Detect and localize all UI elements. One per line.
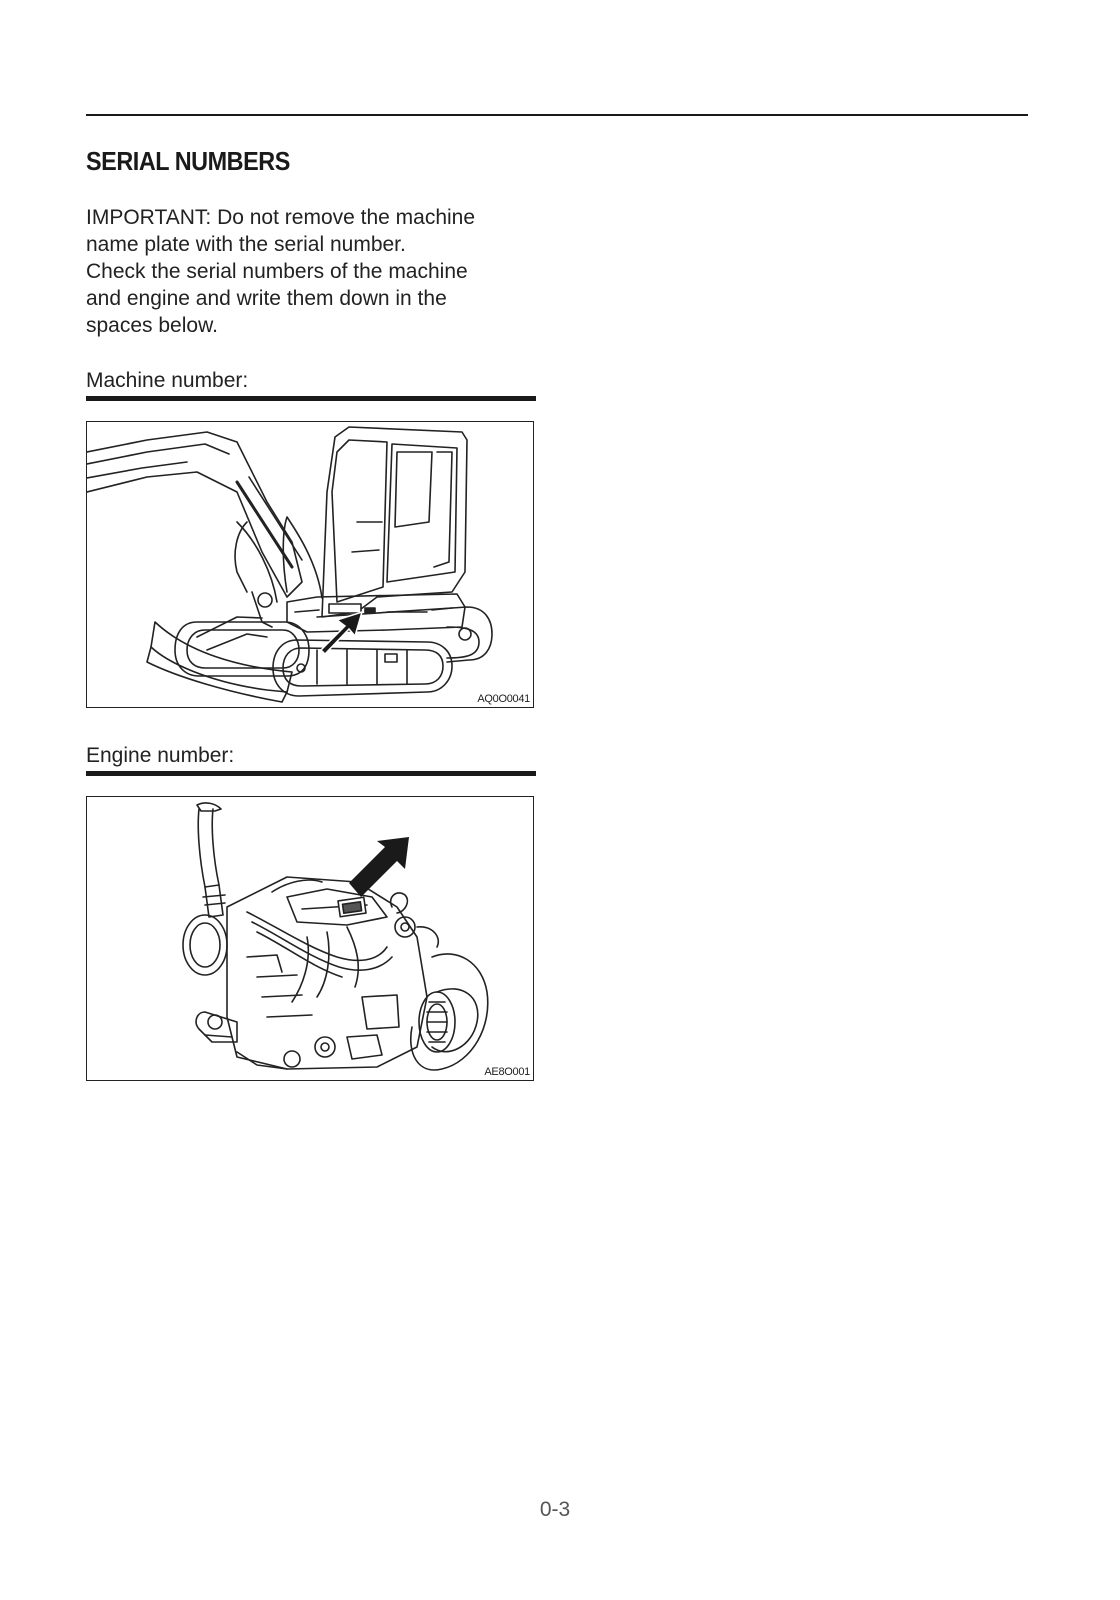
- note-line: Check the serial numbers of the machine: [86, 260, 468, 283]
- note-line: IMPORTANT: Do not remove the machine: [86, 206, 476, 229]
- note-line: name plate with the serial number.: [86, 233, 406, 256]
- engine-drawing: [87, 797, 533, 1079]
- excavator-illustration: [86, 421, 534, 708]
- engine-figure-code: AE8O001: [484, 1066, 530, 1078]
- important-note: [86, 204, 556, 339]
- note-line: spaces below.: [86, 314, 218, 337]
- section-title: SERIAL NUMBERS: [86, 146, 290, 176]
- excavator-drawing: [87, 422, 533, 706]
- machine-number-field[interactable]: [86, 396, 536, 401]
- engine-illustration: [86, 796, 534, 1081]
- engine-number-label: Engine number:: [86, 744, 235, 767]
- machine-number-label: Machine number:: [86, 369, 249, 392]
- engine-number-field[interactable]: [86, 771, 536, 776]
- note-line: and engine and write them down in the: [86, 287, 447, 310]
- page-number: 0-3: [539, 1498, 571, 1521]
- header-rule: [86, 114, 1028, 116]
- machine-figure-code: AQ0O0041: [477, 693, 530, 705]
